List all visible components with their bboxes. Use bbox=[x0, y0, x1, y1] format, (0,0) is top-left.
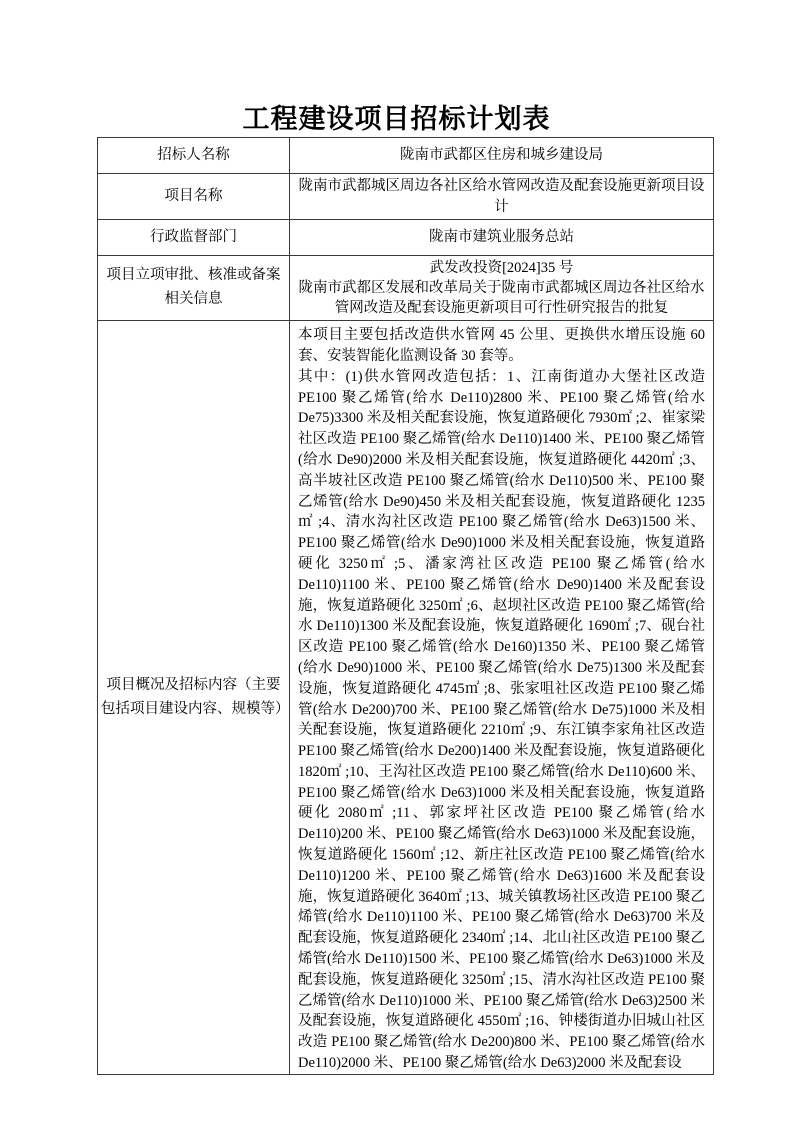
table-row-supervision-department bbox=[98, 220, 714, 256]
approval-info-value bbox=[290, 256, 714, 321]
approval-document-number: 武发改投资[2024]35 号 bbox=[429, 260, 574, 277]
supervision-department-label: 行政监督部门 bbox=[98, 220, 290, 256]
approval-document-title: 陇南市武都区发展和改革局关于陇南市武都城区周边各社区给水管网改造及配套设施更新项目可行性研究报告的批复 bbox=[298, 280, 705, 317]
bidder-name-value: 陇南市武都区住房和城乡建设局 bbox=[290, 138, 714, 174]
table-row-project-overview bbox=[98, 321, 714, 1075]
project-name-label: 项目名称 bbox=[98, 174, 290, 220]
project-overview-value bbox=[290, 321, 714, 1075]
project-overview-summary-paragraph: 本项目主要包括改造供水管网 45 公里、更换供水增压设施 60 套、安装智能化监测设备 30 套等。 bbox=[298, 327, 705, 364]
project-name-value: 陇南市武都城区周边各社区给水管网改造及配套设施更新项目设计 bbox=[290, 174, 714, 220]
table-row-approval-info bbox=[98, 256, 714, 321]
project-overview-label: 项目概况及招标内容（主要包括项目建设内容、规模等） bbox=[98, 321, 290, 1075]
table-row-project-name bbox=[98, 174, 714, 220]
table-row-bidder-name bbox=[98, 138, 714, 174]
approval-info-label: 项目立项审批、核准或备案相关信息 bbox=[98, 256, 290, 321]
document-title: 工程建设项目招标计划表 bbox=[242, 104, 551, 134]
bidding-plan-table bbox=[97, 137, 714, 1075]
bidder-name-label: 招标人名称 bbox=[98, 138, 290, 174]
supervision-department-value: 陇南市建筑业服务总站 bbox=[290, 220, 714, 256]
project-overview-detail-paragraph: 其中：(1)供水管网改造包括：1、江南街道办大堡社区改造 PE100 聚乙烯管(给水 De110)2800 米、PE100 聚乙烯管(给水 De75)3300 米及相关配套设施，恢复道路硬化 7930㎡ ;2、崔家梁社区改造 PE100 聚乙烯管(给水 De110)1400 米、PE100 聚乙烯管(给水 De90)2000 米及相关配套设施，恢复道路硬化 4420㎡ ;3、高半坡社区改造 PE100 聚乙烯管(给水 De110)500 米、PE100 聚乙烯管(给水 De90)450 米及相关配套设施，恢复道路硬化 1235㎡ ;4、清水沟社区改造 PE100 聚乙烯管(给水 De63)1500 米、PE100 聚乙烯管(给水 De90)1000 米及相关配套设施，恢复道路硬化 3250㎡ ;5、潘家湾社区改造 PE100 聚乙烯管(给水 De110)1100 米、PE100 聚乙烯管(给水 De90)1400 米及配套设施，恢复道路硬化 3250㎡ ;6、赵坝社区改造 PE100 聚乙烯管(给水 De110)1300 米及配套设施，恢复道路硬化 1690㎡ ;7、砚台社区改造 PE100 聚乙烯管(给水 De160)1350 米、PE100 聚乙烯管(给水 De90)1000 米、PE100 聚乙烯管(给水 De75)1300 米及配套设施，恢复道路硬化 4745㎡ ;8、张家咀社区改造 PE100 聚乙烯管(给水 De200)700 米、PE100 聚乙烯管(给水 De75)1000 米及相关配套设施，恢复道路硬化 2210㎡ ;9、东江镇李家角社区改造 PE100 聚乙烯管(给水 De200)1400 米及配套设施，恢复道路硬化 1820㎡ ;10、王沟社区改造 PE100 聚乙烯管(给水 De110)600 米、PE100 聚乙烯管(给水 De63)1000 米及相关配套设施，恢复道路硬化 2080㎡ ;11、郭家坪社区改造 PE100 聚乙烯管(给水 De110)200 米、PE100 聚乙烯管(给水 De63)1000 米及配套设施，恢复道路硬化 1560㎡ ;12、新庄社区改造 PE100 聚乙烯管(给水 De110)1200 米、PE100 聚乙烯管(给水 De63)1600 米及配套设施，恢复道路硬化 3640㎡ ;13、城关镇教场社区改造 PE100 聚乙烯管(给水 De110)1100 米、PE100 聚乙烯管(给水 De63)700 米及配套设施，恢复道路硬化 2340㎡ ;14、北山社区改造 PE100 聚乙烯管(给水 De110)1500 米、PE100 聚乙烯管(给水 De63)1000 米及配套设施，恢复道路硬化 3250㎡ ;15、清水沟社区改造 PE100 聚乙烯管(给水 De110)1000 米、PE100 聚乙烯管(给水 De63)2500 米及配套设施，恢复道路硬化 4550㎡ ;16、钟楼街道办旧城山社区改造 PE100 聚乙烯管(给水 De200)800 米、PE100 聚乙烯管(给水 De110)2000 米、PE100 聚乙烯管(给水 De63)2000 米及配套设 bbox=[298, 368, 705, 1072]
